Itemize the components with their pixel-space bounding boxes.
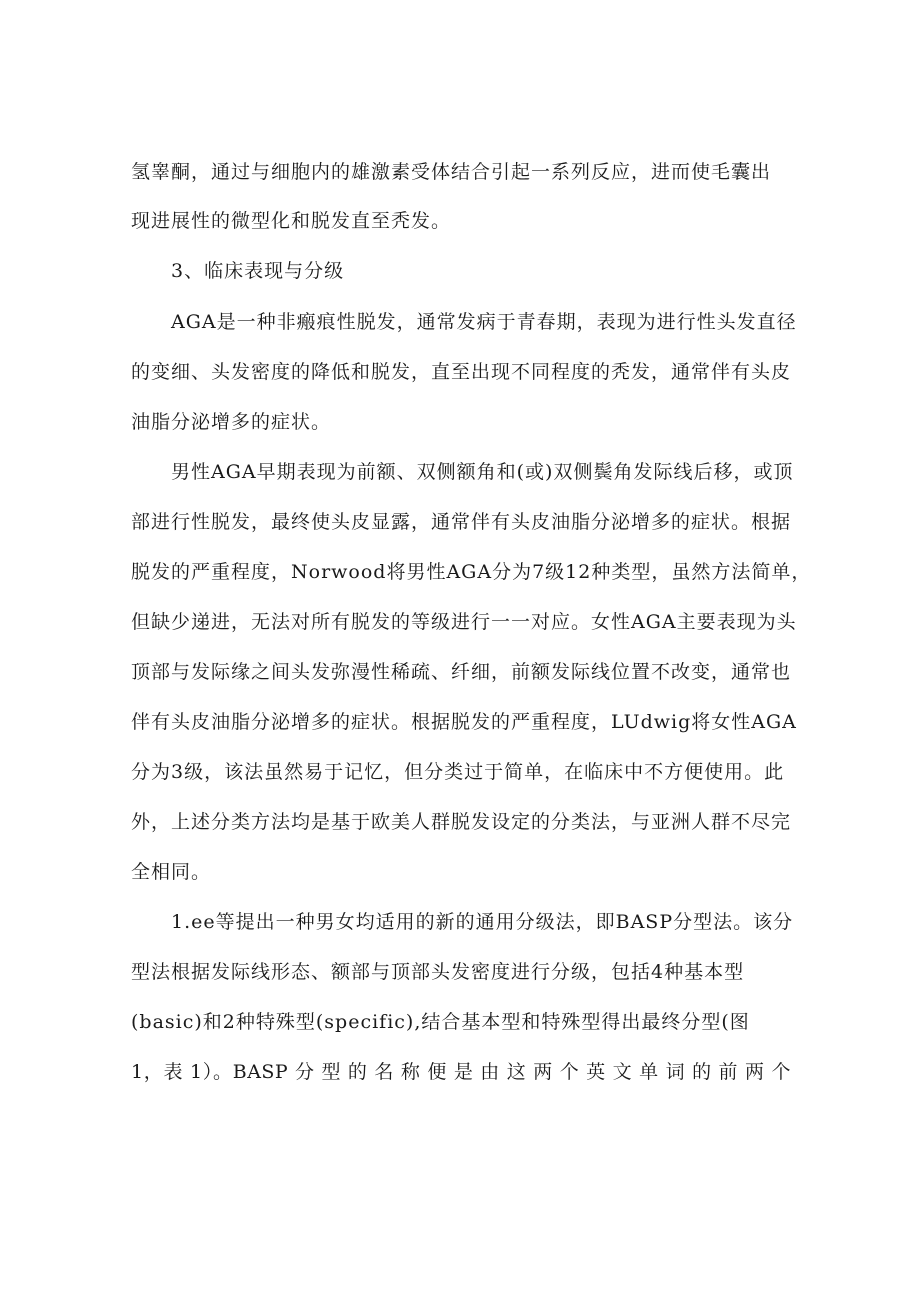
text-line-15: 全相同。 — [131, 861, 212, 883]
text-line-11: 顶部与发际缘之间头发弥漫性稀疏、纤细，前额发际线位置不改变，通常也 — [131, 661, 792, 683]
text-line-6: 油脂分泌增多的症状。 — [131, 411, 332, 433]
text-line-18: (basic)和2种特殊型(specific),结合基本型和特殊型得出最终分型(图 — [131, 1011, 750, 1033]
text-line-7: 男性AGA早期表现为前额、双侧额角和(或)双侧鬓角发际线后移，或顶 — [171, 461, 794, 483]
text-line-12: 伴有头皮油脂分泌增多的症状。根据脱发的严重程度，LUdwig将女性AGA — [131, 711, 797, 733]
text-line-13: 分为3级，该法虽然易于记忆，但分类过于简单，在临床中不方便使用。此 — [131, 761, 785, 783]
text-line-4: AGA是一种非瘢痕性脱发，通常发病于青春期，表现为进行性头发直径 — [171, 311, 797, 333]
text-line-17: 型法根据发际线形态、额部与顶部头发密度进行分级，包括4种基本型 — [131, 961, 745, 983]
text-line-19: 1，表 1）。BASP 分 型 的 名 称 便 是 由 这 两 个 英 文 单 词 的 前 两 个 — [131, 1061, 792, 1083]
text-line-5: 的变细、头发密度的降低和脱发，直至出现不同程度的秃发，通常伴有头皮 — [131, 361, 792, 383]
text-line-14: 外，上述分类方法均是基于欧美人群脱发设定的分类法，与亚洲人群不尽完 — [131, 811, 792, 833]
text-line-16: 1.ee等提出一种男女均适用的新的通用分级法，即BASP分型法。该分 — [171, 911, 794, 933]
text-line-9: 脱发的严重程度，Norwood将男性AGA分为7级12种类型，虽然方法简单， — [131, 561, 812, 583]
text-line-8: 部进行性脱发，最终使头皮显露，通常伴有头皮油脂分泌增多的症状。根据 — [131, 511, 792, 533]
text-line-2: 现进展性的微型化和脱发直至秃发。 — [131, 210, 452, 232]
text-line-10: 但缺少递进，无法对所有脱发的等级进行一一对应。女性AGA主要表现为头 — [131, 611, 797, 633]
text-line-1: 氢睾酮，通过与细胞内的雄激素受体结合引起一系列反应，进而使毛囊出 — [131, 161, 772, 183]
section-heading: 3、临床表现与分级 — [171, 260, 345, 282]
